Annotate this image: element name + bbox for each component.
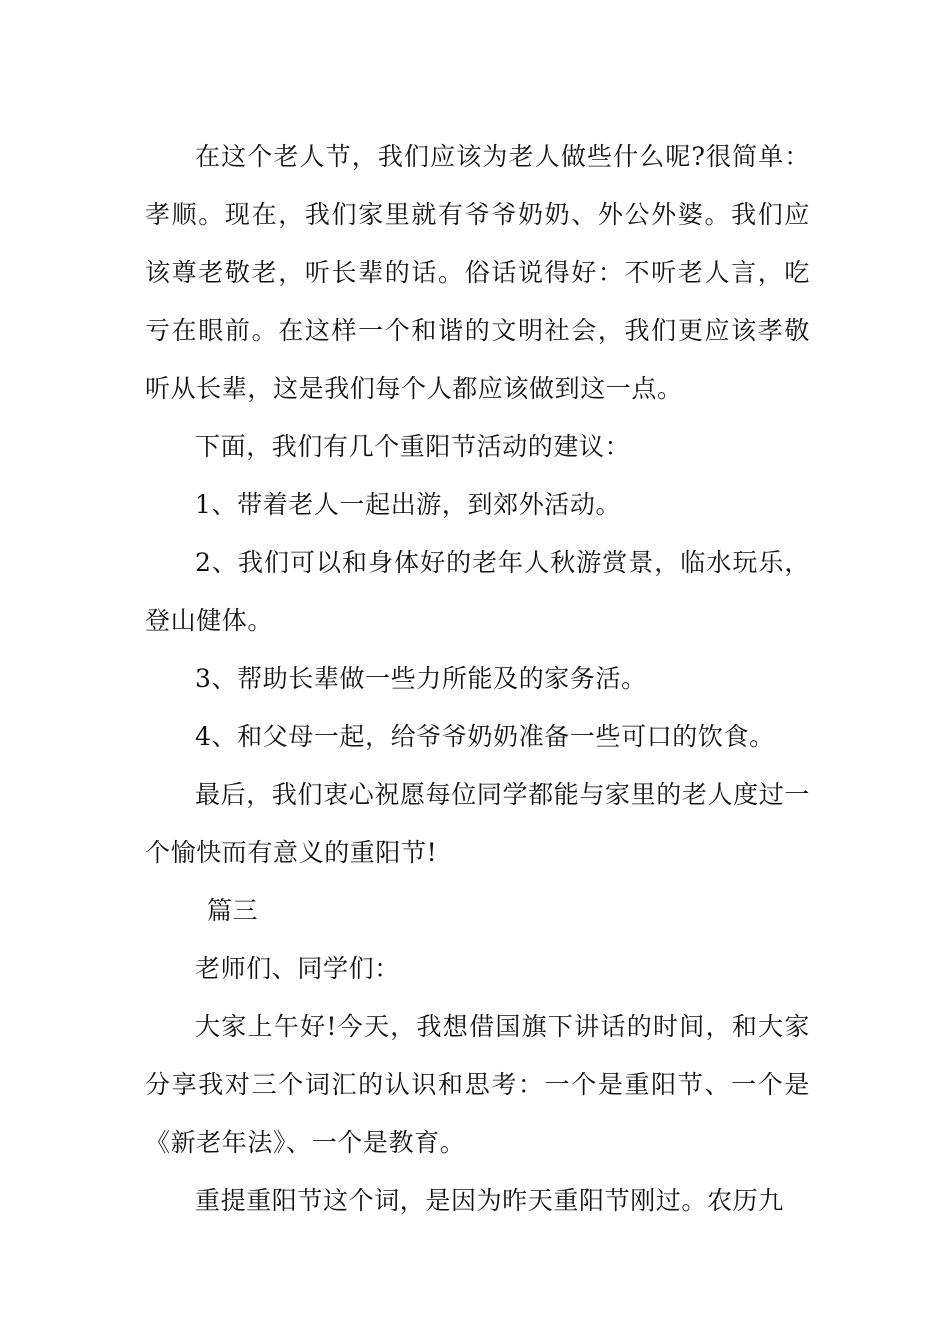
list-item-suggestion-4: 4、和父母一起，给爷爷奶奶准备一些可口的饮食。 [195,722,775,751]
paragraph-suggestions-intro: 下面，我们有几个重阳节活动的建议： [195,432,631,461]
paragraph-double-ninth: 重提重阳节这个词，是因为昨天重阳节刚过。农历九 [195,1186,784,1215]
list-item-suggestion-3: 3、帮助长辈做一些力所能及的家务活。 [195,664,647,693]
list-item-suggestion-2: 2、我们可以和身体好的老年人秋游赏景，临水玩乐，登山健体。 [145,548,810,635]
document-body [145,128,810,1230]
paragraph-salutation: 老师们、同学们： [195,954,400,983]
paragraph-closing-wish: 最后，我们衷心祝愿每位同学都能与家里的老人度过一个愉快而有意义的重阳节! [145,780,810,867]
paragraph-elderly-day: 在这个老人节，我们应该为老人做些什么呢?很简单：孝顺。现在，我们家里就有爷爷奶奶、外公外婆。我们应该尊老敬老，听长辈的话。俗话说得好：不听老人言，吃亏在眼前。在这样一个和谐的文明社会，我们更应该孝敬听从长辈，这是我们每个人都应该做到这一点。 [145,142,810,403]
list-item-suggestion-1: 1、带着老人一起出游，到郊外活动。 [195,490,622,519]
section-heading: 篇三 [207,896,259,925]
paragraph-greeting: 大家上午好!今天，我想借国旗下讲话的时间，和大家分享我对三个词汇的认识和思考：一个是重阳节、一个是《新老年法》、一个是教育。 [145,1012,810,1157]
